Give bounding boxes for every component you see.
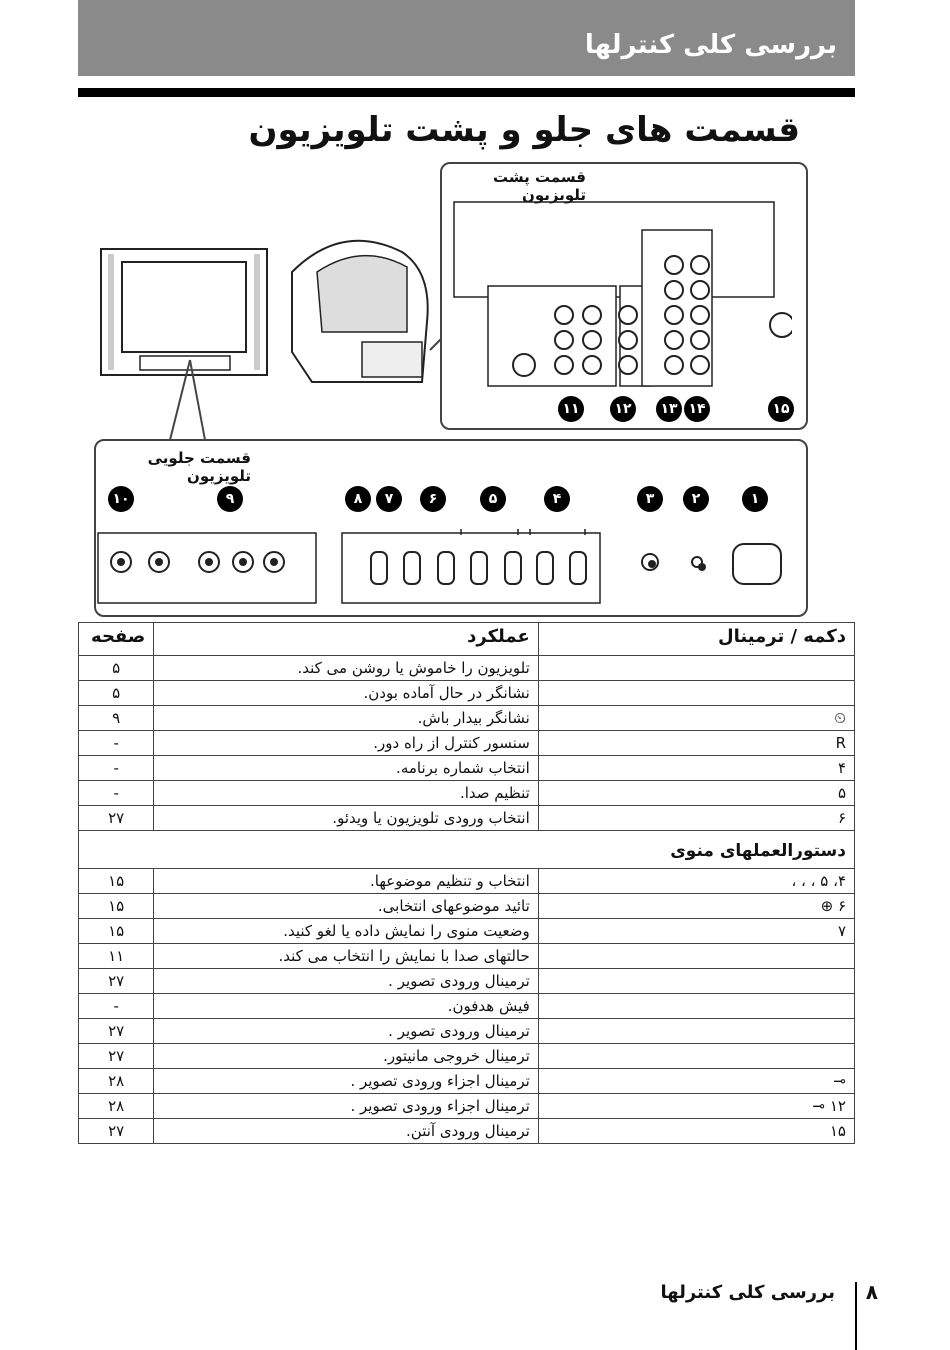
table-row xyxy=(79,1069,855,1094)
table-row xyxy=(79,1044,855,1069)
row-button: R xyxy=(538,731,854,756)
row-page: - xyxy=(79,781,154,806)
row-function: ترمینال اجزاء ورودی تصویر . xyxy=(154,1094,538,1119)
callout-number: ۴ xyxy=(544,486,570,512)
row-page: ۱۵ xyxy=(79,919,154,944)
table-row xyxy=(79,944,855,969)
row-function: حالتهای صدا با نمایش را انتخاب می کند. xyxy=(154,944,538,969)
row-button: ۴، ۵ ، ، ، xyxy=(538,869,854,894)
controls-table xyxy=(78,622,855,1144)
row-button xyxy=(538,969,854,994)
program-up-button[interactable] xyxy=(569,551,587,585)
volume-up-button[interactable] xyxy=(504,551,522,585)
callout-number: ۱۱ xyxy=(558,396,584,422)
table-header-row xyxy=(79,623,855,656)
table-row xyxy=(79,894,855,919)
row-page: ۲۸ xyxy=(79,1069,154,1094)
row-page: ۲۷ xyxy=(79,1119,154,1144)
program-down-button[interactable] xyxy=(536,551,554,585)
callout-number: ۱۴ xyxy=(684,396,710,422)
remote-sensor xyxy=(641,553,659,571)
row-button xyxy=(538,681,854,706)
table-row xyxy=(79,806,855,831)
table-row xyxy=(79,1094,855,1119)
row-button xyxy=(538,1019,854,1044)
table-row xyxy=(79,1019,855,1044)
row-function: وضعیت منوی را نمایش داده یا لغو کنید. xyxy=(154,919,538,944)
menu-section-row xyxy=(79,831,855,869)
row-button xyxy=(538,656,854,681)
header-rule xyxy=(78,88,855,97)
row-function: ترمینال ورودی آنتن. xyxy=(154,1119,538,1144)
footer-divider xyxy=(855,1282,857,1350)
callout-number: ۸ xyxy=(345,486,371,512)
callout-number: ۱ xyxy=(742,486,768,512)
row-button: ⊸ xyxy=(538,1069,854,1094)
rear-panel-label: قسمت پشت تلویزیون xyxy=(492,168,586,204)
input-select-button[interactable] xyxy=(437,551,455,585)
table-row xyxy=(79,756,855,781)
row-function: انتخاب ورودی تلویزیون یا ویدئو. xyxy=(154,806,538,831)
row-page: ۲۷ xyxy=(79,1019,154,1044)
row-page: - xyxy=(79,994,154,1019)
header-button: دکمه / ترمینال xyxy=(538,623,854,656)
row-page: - xyxy=(79,756,154,781)
row-function: انتخاب شماره برنامه. xyxy=(154,756,538,781)
callout-number: ۱۲ xyxy=(610,396,636,422)
row-function: تلویزیون را خاموش یا روشن می کند. xyxy=(154,656,538,681)
callout-number: ۶ xyxy=(420,486,446,512)
front-panel-label: قسمت جلویی تلویزیون xyxy=(147,449,251,485)
row-function: تائید موضوعهای انتخابی. xyxy=(154,894,538,919)
table-row xyxy=(79,1119,855,1144)
row-page: - xyxy=(79,731,154,756)
row-page: ۵ xyxy=(79,656,154,681)
sound-mode-button[interactable] xyxy=(403,551,421,585)
footer-section-title: بررسی کلی کنترلها xyxy=(660,1282,835,1303)
section-title: بررسی کلی کنترلها xyxy=(584,30,837,60)
row-button: ۴ xyxy=(538,756,854,781)
table-row xyxy=(79,994,855,1019)
table-row xyxy=(79,656,855,681)
row-button: ۱۵ xyxy=(538,1119,854,1144)
header-page: صفحه xyxy=(79,623,154,656)
page-title: قسمت های جلو و پشت تلویزیون xyxy=(248,110,800,150)
menu-button[interactable] xyxy=(370,551,388,585)
callout-lines xyxy=(160,330,460,450)
table-row xyxy=(79,969,855,994)
row-function: انتخاب و تنظیم موضوعها. xyxy=(154,869,538,894)
callout-number: ۷ xyxy=(376,486,402,512)
row-function: ترمینال اجزاء ورودی تصویر . xyxy=(154,1069,538,1094)
row-function: نشانگر در حال آماده بودن. xyxy=(154,681,538,706)
row-function: ترمینال ورودی تصویر . xyxy=(154,969,538,994)
row-function: سنسور کنترل از راه دور. xyxy=(154,731,538,756)
row-function: نشانگر بیدار باش. xyxy=(154,706,538,731)
row-button xyxy=(538,994,854,1019)
header-band xyxy=(78,0,855,76)
volume-down-button[interactable] xyxy=(470,551,488,585)
row-button xyxy=(538,1044,854,1069)
callout-number: ۱۵ xyxy=(768,396,794,422)
header-function: عملکرد xyxy=(154,623,538,656)
callout-number: ۳ xyxy=(637,486,663,512)
rear-terminal-diagram xyxy=(452,200,792,390)
row-function: ترمینال خروجی مانیتور. xyxy=(154,1044,538,1069)
row-button xyxy=(538,944,854,969)
video-input-jack[interactable] xyxy=(198,551,220,573)
headphone-jack[interactable] xyxy=(110,551,132,573)
row-page: ۹ xyxy=(79,706,154,731)
row-page: ۲۷ xyxy=(79,969,154,994)
row-button: ۶ ⊕ xyxy=(538,894,854,919)
page-number: ۸ xyxy=(865,1280,878,1304)
callout-number: ۵ xyxy=(480,486,506,512)
audio-right-input-jack[interactable] xyxy=(263,551,285,573)
row-page: ۲۸ xyxy=(79,1094,154,1119)
s-video-input-jack[interactable] xyxy=(148,551,170,573)
menu-section-title: دستورالعملهای منوی xyxy=(79,831,855,869)
row-page: ۵ xyxy=(79,681,154,706)
callout-number: ۱۰ xyxy=(108,486,134,512)
rear-panel xyxy=(440,162,808,430)
front-panel xyxy=(94,439,808,617)
row-button: ۱۲ ⊸ xyxy=(538,1094,854,1119)
callout-number: ۹ xyxy=(217,486,243,512)
table-row xyxy=(79,919,855,944)
table-row xyxy=(79,731,855,756)
row-page: ۱۵ xyxy=(79,894,154,919)
row-button: ۷ xyxy=(538,919,854,944)
row-button: ⏲ xyxy=(538,706,854,731)
table-row xyxy=(79,781,855,806)
callout-number: ۱۳ xyxy=(656,396,682,422)
table-row xyxy=(79,681,855,706)
row-function: فیش هدفون. xyxy=(154,994,538,1019)
row-page: ۱۱ xyxy=(79,944,154,969)
callout-number: ۲ xyxy=(683,486,709,512)
table-row xyxy=(79,706,855,731)
table-row xyxy=(79,869,855,894)
audio-left-input-jack[interactable] xyxy=(232,551,254,573)
row-page: ۱۵ xyxy=(79,869,154,894)
row-page: ۲۷ xyxy=(79,1044,154,1069)
standby-indicator xyxy=(691,556,703,568)
power-button[interactable] xyxy=(732,543,782,585)
row-function: ترمینال ورودی تصویر . xyxy=(154,1019,538,1044)
row-button: ۵ xyxy=(538,781,854,806)
row-button: ۶ xyxy=(538,806,854,831)
row-page: ۲۷ xyxy=(79,806,154,831)
row-function: تنظیم صدا. xyxy=(154,781,538,806)
